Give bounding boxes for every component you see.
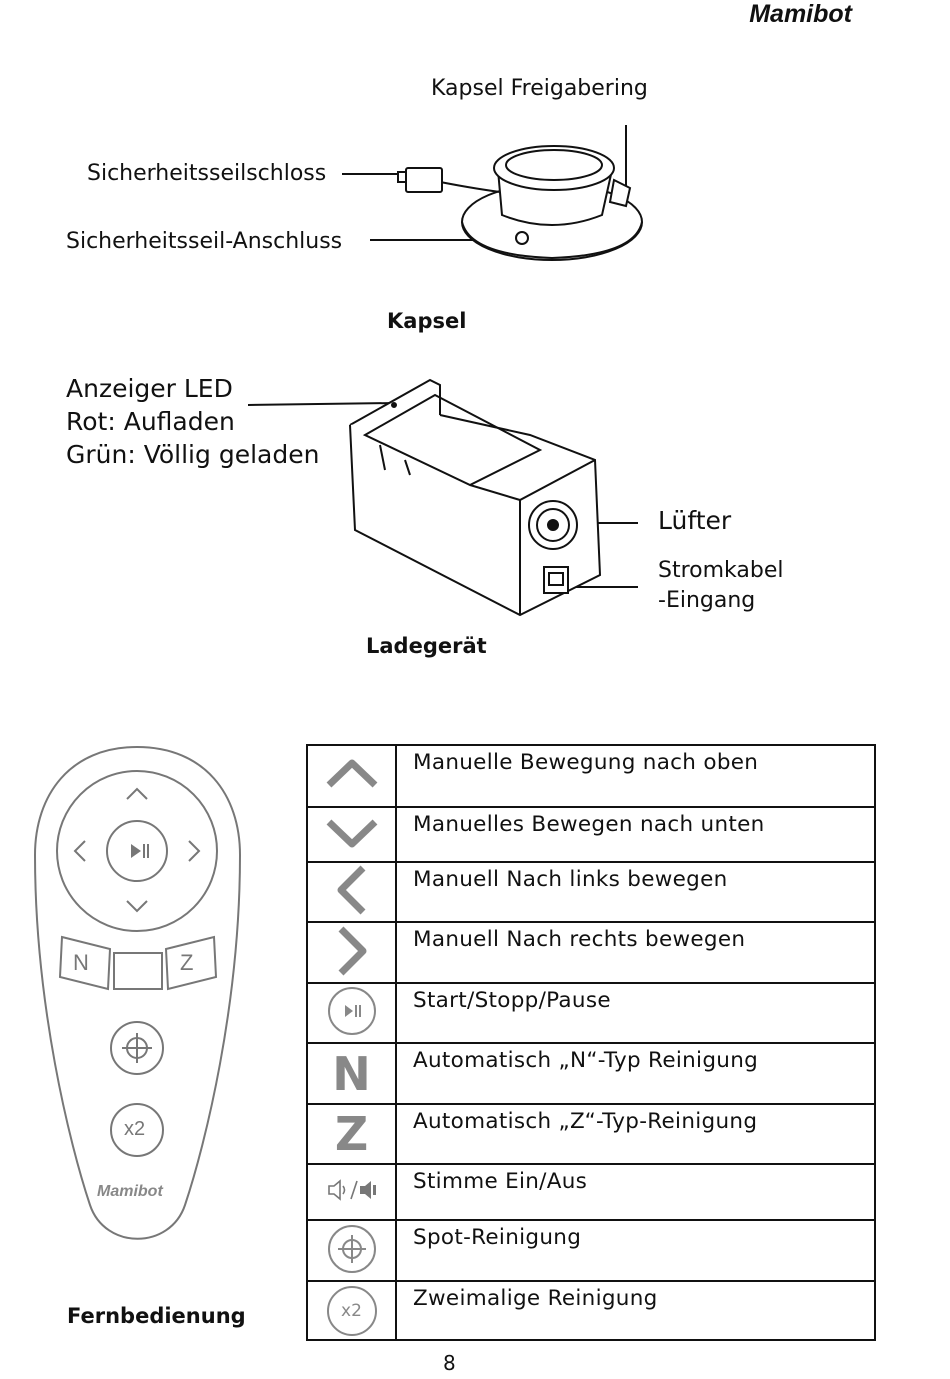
- table-row: [307, 922, 875, 983]
- table-row: [307, 862, 875, 922]
- icon-cell: [307, 1043, 396, 1104]
- label-power-line-1: Stromkabel: [658, 558, 784, 583]
- double-clean-icon: [327, 1286, 377, 1336]
- caption-remote: Fernbedienung: [67, 1304, 246, 1328]
- play-pause-icon: [326, 985, 378, 1037]
- table-row: [307, 1281, 875, 1340]
- label-fan: Lüfter: [658, 506, 732, 535]
- icon-cell: [307, 922, 396, 983]
- label-rope-lock: Sicherheitsseilschloss: [87, 161, 327, 186]
- remote-n-key-label: N: [73, 950, 89, 975]
- icon-cell: [307, 1104, 396, 1164]
- page-number: 8: [443, 1351, 456, 1375]
- icon-cell: [307, 983, 396, 1043]
- control-description: Automatisch „Z“-Typ-Reinigung: [396, 1104, 875, 1164]
- icon-cell: [307, 862, 396, 922]
- table-row: [307, 1164, 875, 1220]
- icon-cell: [307, 1164, 396, 1220]
- arrow-up-icon: [325, 757, 379, 791]
- control-description: Manuelles Bewegen nach unten: [396, 807, 875, 862]
- label-release-ring: Kapsel Freigabering: [431, 76, 648, 101]
- control-description: Manuelle Bewegung nach oben: [396, 745, 875, 807]
- label-rope-port: Sicherheitsseil-Anschluss: [66, 229, 343, 254]
- n-mode-icon: N: [332, 1046, 371, 1101]
- label-power-line-2: -Eingang: [658, 588, 756, 613]
- control-description: Spot-Reinigung: [396, 1220, 875, 1281]
- voice-toggle-icon: [326, 1177, 378, 1203]
- table-row: [307, 745, 875, 807]
- label-led-line-1: Anzeiger LED: [66, 374, 233, 403]
- control-description: Start/Stopp/Pause: [396, 983, 875, 1043]
- table-row: [307, 983, 875, 1043]
- caption-charger: Ladegerät: [366, 634, 487, 658]
- remote-x2-key-label: x2: [124, 1118, 146, 1140]
- z-mode-icon: Z: [334, 1107, 369, 1161]
- spot-icon: [326, 1223, 378, 1275]
- control-description: Manuell Nach rechts bewegen: [396, 922, 875, 983]
- caption-capsule: Kapsel: [387, 309, 467, 333]
- charger-illustration: [240, 375, 650, 625]
- arrow-right-icon: [335, 925, 369, 977]
- remote-illustration: [30, 745, 245, 1255]
- arrow-down-icon: [325, 816, 379, 850]
- table-row: [307, 807, 875, 862]
- remote-brand: Mamibot: [97, 1183, 163, 1200]
- icon-cell: [307, 745, 396, 807]
- table-row: [307, 1104, 875, 1164]
- icon-cell: [307, 807, 396, 862]
- capsule-illustration: [330, 110, 660, 280]
- double-clean-glyph: x2: [341, 1300, 362, 1321]
- table-row: [307, 1220, 875, 1281]
- control-description: Zweimalige Reinigung: [396, 1281, 875, 1340]
- label-led-line-3: Grün: Völlig geladen: [66, 440, 320, 469]
- table-row: [307, 1043, 875, 1104]
- brand-logo-text: Mamibot: [749, 0, 852, 28]
- label-led-line-2: Rot: Aufladen: [66, 407, 235, 436]
- controls-table: [306, 744, 876, 1341]
- remote-z-key-label: Z: [180, 950, 194, 975]
- control-description: Automatisch „N“-Typ Reinigung: [396, 1043, 875, 1104]
- icon-cell: [307, 1220, 396, 1281]
- icon-cell: [307, 1281, 396, 1340]
- control-description: Stimme Ein/Aus: [396, 1164, 875, 1220]
- control-description: Manuell Nach links bewegen: [396, 862, 875, 922]
- arrow-left-icon: [335, 864, 369, 916]
